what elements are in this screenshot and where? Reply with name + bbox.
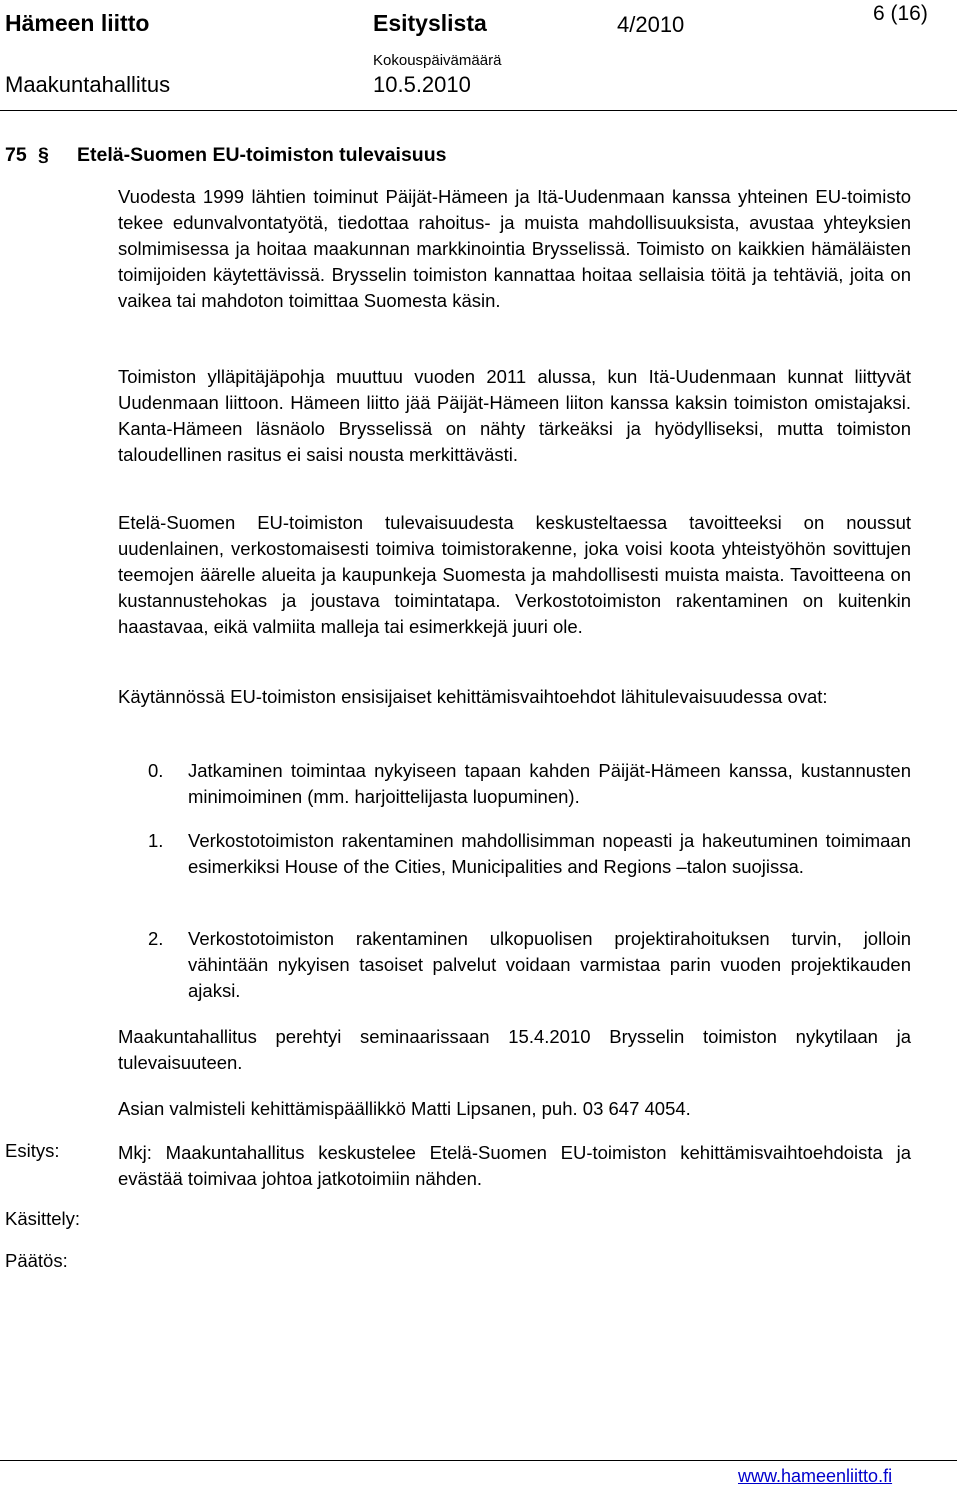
paragraph-text: Käytännössä EU-toimiston ensisijaiset kehittämisvaihtoehdot lähitulevaisuudessa ovat: bbox=[118, 686, 828, 707]
paragraph-text: Asian valmisteli kehittämispäällikkö Matti Lipsanen, puh. 03 647 4054. bbox=[118, 1098, 691, 1119]
list-text: Verkostotoimiston rakentaminen ulkopuolisen projektirahoituksen turvin, jolloin vähintään nykyisen tasoiset palvelut voidaan varmistaa parin vuoden projektikauden ajaksi. bbox=[188, 928, 911, 1001]
list-number: 1. bbox=[148, 830, 164, 851]
esitys-proposal bbox=[118, 1140, 911, 1192]
list-item bbox=[118, 828, 911, 880]
governing-body: Maakuntahallitus bbox=[5, 72, 171, 97]
paragraph-preparer bbox=[118, 1096, 911, 1122]
header-divider bbox=[0, 110, 957, 111]
paragraph-intro bbox=[118, 184, 911, 314]
paragraph-text: Mkj: Maakuntahallitus keskustelee Etelä-Suomen EU-toimiston kehittämisvaihtoehdoista ja evästää toimivaa johtoa jatkotoimiin nähden. bbox=[118, 1142, 911, 1189]
list-item bbox=[118, 926, 911, 1004]
section-symbol: § bbox=[38, 144, 49, 166]
paragraph-text: Maakuntahallitus perehtyi seminaarissaan 15.4.2010 Brysselin toimiston nykytilaan ja tulevaisuuteen. bbox=[118, 1026, 911, 1073]
paragraph-text: Etelä-Suomen EU-toimiston tulevaisuudesta keskusteltaessa tavoitteeksi on noussut uudenlainen, verkostomaisesti toimiva toimistorakenne, joka voisi koota yhteistyöhön sovittujen teemojen äärelle alueita ja kaupunkeja Suomesta ja mahdollisesti muista maista. Tavoitteena on kustannustehokas ja joustava toimintatapa. Verkostotoimiston rakentaminen on kuitenkin haastavaa, eikä valmiita malleja tai esimerkkejä juuri ole. bbox=[118, 512, 911, 637]
list-item bbox=[118, 758, 911, 810]
list-text: Jatkaminen toimintaa nykyiseen tapaan kahden Päijät-Hämeen kanssa, kustannusten minimoiminen (mm. harjoittelijasta luopuminen). bbox=[188, 760, 911, 807]
page-number: 6 (16) bbox=[873, 2, 928, 25]
kasittely-label: Käsittely: bbox=[5, 1208, 81, 1229]
paragraph-text: Toimiston ylläpitäjäpohja muuttuu vuoden 2011 alussa, kun Itä-Uudenmaan kunnat liittyvät Uudenmaan liittoon. Hämeen liitto jää Päijät-Hämeen liiton kanssa kaksin toimiston omistajaksi. Kanta-Hämeen läsnäolo Brysselissä on nähty tärkeäksi ja hyödylliseksi, mutta toimiston taloudellinen rasitus ei saisi nousta merkittävästi. bbox=[118, 366, 911, 465]
list-text: Verkostotoimiston rakentaminen mahdollisimman nopeasti ja hakeutuminen toimimaan esimerkiksi House of the Cities, Municipalities and Regions –talon suojissa. bbox=[188, 830, 911, 877]
paragraph-ownership bbox=[118, 364, 911, 468]
paatos-label: Päätös: bbox=[5, 1250, 68, 1271]
list-number: 0. bbox=[148, 760, 164, 781]
meeting-date-label: Kokouspäivämäärä bbox=[373, 52, 502, 69]
paragraph-seminar bbox=[118, 1024, 911, 1076]
doc-number: 4/2010 bbox=[617, 12, 685, 37]
section-number: 75 bbox=[5, 144, 27, 166]
section-title: Etelä-Suomen EU-toimiston tulevaisuus bbox=[77, 144, 447, 166]
list-number: 2. bbox=[148, 928, 164, 949]
paragraph-network bbox=[118, 510, 911, 640]
org-name: Hämeen liitto bbox=[5, 10, 150, 36]
esitys-label: Esitys: bbox=[5, 1140, 60, 1161]
paragraph-text: Vuodesta 1999 lähtien toiminut Päijät-Hämeen ja Itä-Uudenmaan kanssa yhteinen EU-toimisto tekee edunvalvontatyötä, tiedottaa rahoitus- ja muista mahdollisuuksista, avustaa yhteyksien solmimisessa ja hoitaa maakunnan markkinointia Brysselissä. Toimisto on kaikkien hämäläisten toimijoiden käytettävissä. Brysselin toimiston kannattaa hoitaa sellaisia töitä ja tehtäviä, joita on vaikea tai mahdoton toimittaa Suomesta käsin. bbox=[118, 186, 911, 311]
doc-type: Esityslista bbox=[373, 10, 487, 36]
website-link[interactable]: www.hameenliitto.fi bbox=[738, 1466, 893, 1486]
paragraph-options-intro bbox=[118, 684, 911, 710]
meeting-date: 10.5.2010 bbox=[373, 72, 471, 97]
footer-divider bbox=[0, 1460, 957, 1461]
